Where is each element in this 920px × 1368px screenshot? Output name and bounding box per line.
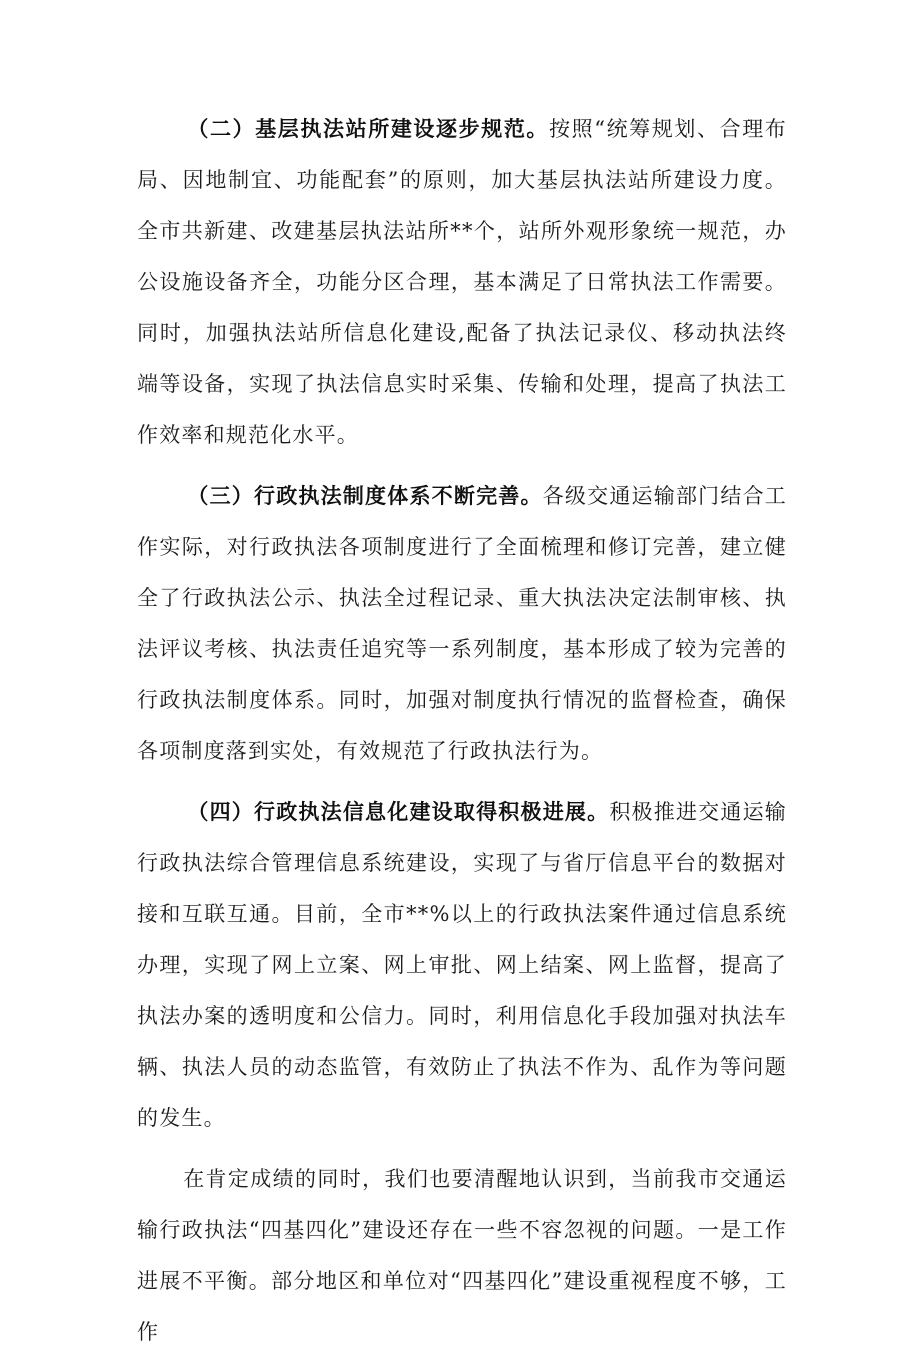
paragraph-text: 各级交通运输部门结合工作实际，对行政执法各项制度进行了全面梳理和修订完善，建立健全了行政执法公示、执法全过程记录、重大执法决定法制审核、执法评议考核、执法责任追究等一系列制度，基本形成了较为完善的行政执法制度体系。同时，加强对制度执行情况的监督检查，确保各项制度落到实处，有效规范了行政执法行为。 [137,484,787,763]
paragraph-problems [137,1154,787,1358]
section-heading-4: （四）行政执法信息化建设取得积极进展。 [187,800,610,824]
document-body [137,104,787,1368]
paragraph-informatization [137,787,787,1144]
paragraph-text: 在肯定成绩的同时，我们也要清醒地认识到，当前我市交通运输行政执法“四基四化”建设还存在一些不容忽视的问题。一是工作进展不平衡。部分地区和单位对“四基四化”建设重视程度不够，工作 [137,1167,787,1344]
paragraph-text: 积极推进交通运输行政执法综合管理信息系统建设，实现了与省厅信息平台的数据对接和互联互通。目前，全市**%以上的行政执法案件通过信息系统办理，实现了网上立案、网上审批、网上结案、网上监督，提高了执法办案的透明度和公信力。同时，利用信息化手段加强对执法车辆、执法人员的动态监管，有效防止了执法不作为、乱作为等问题的发生。 [137,800,787,1130]
paragraph-station-construction [137,104,787,461]
section-heading-2: （二）基层执法站所建设逐步规范。 [187,117,550,141]
section-heading-3: （三）行政执法制度体系不断完善。 [187,484,543,508]
paragraph-regulation-system [137,471,787,777]
paragraph-text: 按照“统筹规划、合理布局、因地制宜、功能配套”的原则，加大基层执法站所建设力度。全市共新建、改建基层执法站所**个，站所外观形象统一规范，办公设施设备齐全，功能分区合理，基本满足了日常执法工作需要。同时，加强执法站所信息化建设,配备了执法记录仪、移动执法终端等设备，实现了执法信息实时采集、传输和处理，提高了执法工作效率和规范化水平。 [137,117,787,447]
